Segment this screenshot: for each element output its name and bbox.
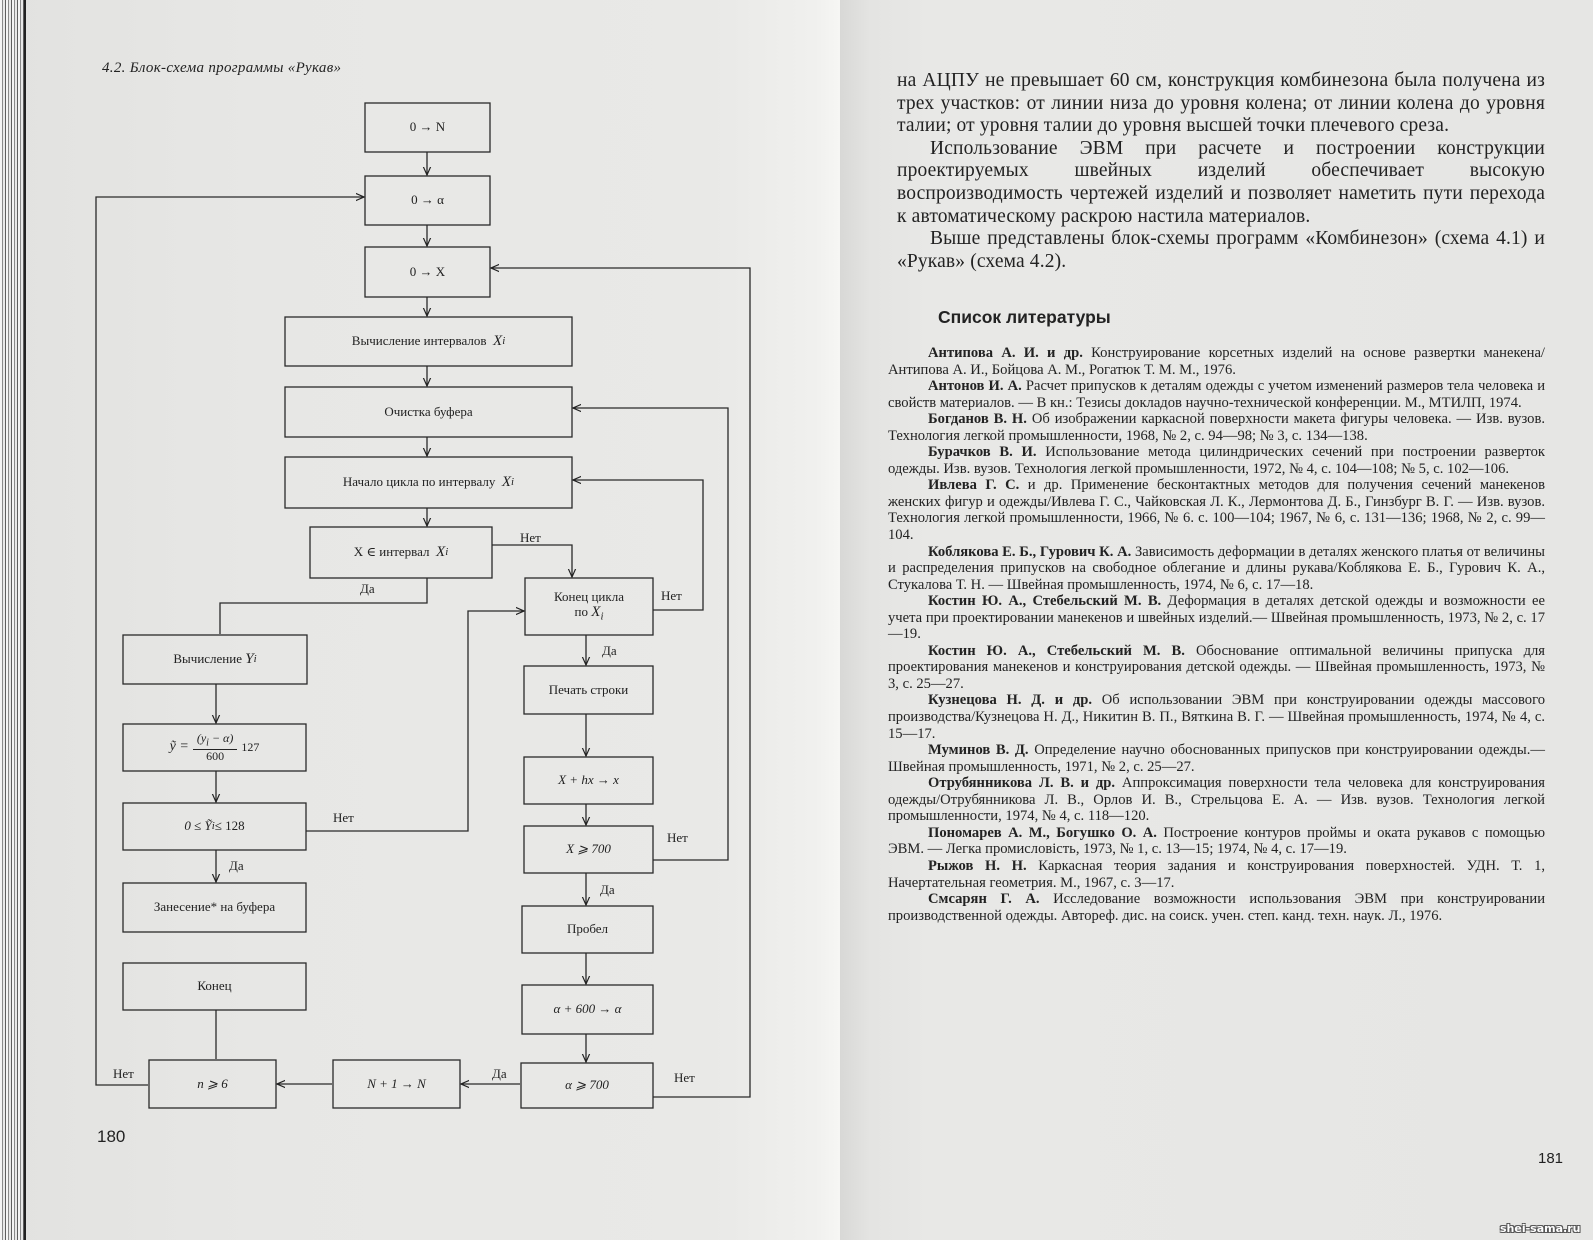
loop-end-sub: i bbox=[600, 611, 604, 624]
label-no-x-check: Нет bbox=[667, 830, 688, 845]
box-loop-start-label bbox=[285, 457, 572, 508]
body-text bbox=[897, 70, 1545, 273]
reference-text: Об изображении каркасной поверхности макета фигуры человека. — Изв. вузов. Технология легкой промышленности, 1968, № 2, с. 94—98; № 3, с. 134—138. bbox=[888, 411, 1545, 444]
formula-factor: 127 bbox=[241, 739, 260, 754]
reference-item bbox=[888, 593, 1545, 643]
calc-y-var: Y bbox=[245, 650, 254, 667]
reference-authors: Костин Ю. А., Стебельский М. В. bbox=[928, 642, 1185, 659]
box-alpha-check-label: α ⩾ 700 bbox=[565, 1077, 609, 1093]
figure-caption: 4.2. Блок-схема программы «Рукав» bbox=[102, 60, 342, 76]
page-number-left: 180 bbox=[97, 1127, 126, 1146]
label-yes-alpha-check: Да bbox=[492, 1066, 507, 1081]
box-n-inc-label: N + 1 → N bbox=[367, 1075, 426, 1091]
box-formula-label bbox=[123, 724, 306, 771]
reference-text: и др. Применение бесконтактных методов для получения сечений манекенов женских фигур и одежды/Ивлева Г. С., Чайковская Л. К., Лермонтова Д. Б., Гинзбург В. Г. — Изв. вузов. Технология легкой промышленности, 1966, № 6. с. 100—104; 1967, № 6, с. 131—136; 1968, № 2, с. 99—104. bbox=[888, 477, 1546, 544]
label-no-in-interval: Нет bbox=[520, 530, 541, 545]
references-title: Список литературы bbox=[938, 307, 1111, 327]
reference-item bbox=[888, 378, 1545, 411]
calc-intervals-text: Вычисление интервалов bbox=[351, 333, 487, 349]
reference-text: Обоснование оптимальной величины припуска для проектирования манекенов и конструирования детской одежды. — Швейная промышленность, 1973, № 3, с. 25—27. bbox=[888, 642, 1545, 692]
reference-text: Каркасная теория задания и конструирования поверхностей. УДН. Т. 1, Начертательная геометрия. М., 1967, с. 3—17. bbox=[888, 857, 1546, 891]
label-yes-loop-end: Да bbox=[602, 643, 617, 658]
range-check-rest: ≤ 128 bbox=[214, 818, 245, 834]
box-init-x-label: 0 → X bbox=[409, 263, 446, 279]
paragraph-1: на АЦПУ не превышает 60 см, конструкция комбинезона была получена из трех участков: от линии низа до уровня колена; от линии колена до уровня талии; от уровня талии до уровня высшей точки плечевого среза. bbox=[897, 70, 1545, 137]
formula-num: (y bbox=[196, 730, 207, 745]
label-no-n-check: Нет bbox=[113, 1066, 134, 1081]
box-x-check-label: X ⩾ 700 bbox=[566, 841, 611, 857]
connector-no-in-interval bbox=[492, 545, 572, 577]
loop-start-var: X bbox=[501, 473, 512, 490]
reference-text: Построение контуров проймы и оката рукавов с помощью ЭВМ. — Легка промисловість, 1973, № 1, с. 13—15; 1974, № 4, с. 17—19. bbox=[888, 824, 1545, 858]
formula-num-sub: i bbox=[206, 737, 209, 749]
calc-intervals-var: X bbox=[493, 332, 503, 349]
paragraph-3: Выше представлены блок-схемы программ «Комбинезон» (схема 4.1) и «Рукав» (схема 4.2). bbox=[897, 228, 1545, 272]
box-init-alpha-label: 0 → α bbox=[411, 192, 444, 208]
reference-item bbox=[888, 692, 1545, 742]
reference-authors: Антипова А. И. и др. bbox=[928, 345, 1083, 361]
reference-authors: Отрубянникова Л. В. и др. bbox=[928, 775, 1116, 792]
reference-item bbox=[888, 444, 1545, 477]
reference-authors: Бурачков В. И. bbox=[928, 444, 1037, 461]
label-yes-in-interval: Да bbox=[360, 581, 375, 596]
box-end-label: Конец bbox=[197, 978, 232, 994]
reference-authors: Богданов В. Н. bbox=[928, 411, 1027, 428]
range-check-sub: i bbox=[211, 820, 215, 833]
calc-y-text: Вычисление bbox=[173, 651, 242, 667]
reference-authors: Смсарян Г. А. bbox=[928, 891, 1040, 908]
reference-item bbox=[888, 742, 1545, 775]
reference-authors: Коблякова Е. Б., Гурович К. А. bbox=[928, 543, 1132, 560]
label-yes-x-check: Да bbox=[600, 882, 615, 897]
references-list bbox=[888, 345, 1545, 924]
reference-item bbox=[888, 858, 1545, 891]
calc-y-sub: i bbox=[253, 653, 257, 666]
page-number-right: 181 bbox=[1538, 1150, 1564, 1167]
label-no-range: Нет bbox=[333, 810, 354, 825]
connector-no-range bbox=[306, 611, 524, 831]
reference-item bbox=[888, 643, 1545, 693]
label-yes-range: Да bbox=[229, 858, 244, 873]
box-calc-y-label bbox=[123, 635, 307, 684]
watermark: shei-sama.ru bbox=[1500, 1222, 1581, 1235]
reference-item bbox=[888, 825, 1545, 858]
box-init-n-label: 0 → N bbox=[409, 119, 446, 135]
formula-lhs: ỹ = bbox=[169, 739, 189, 755]
in-interval-text: X ∈ интервал bbox=[353, 544, 430, 560]
box-write-buffer-label: Занесение* на буфера bbox=[153, 899, 276, 915]
reference-item bbox=[888, 775, 1545, 825]
label-no-alpha-check: Нет bbox=[674, 1070, 695, 1085]
reference-text: Деформация в деталях детской одежды и возможности ее учета при проектировании манекенов и швейных изделий.— Швейная промышленность, 1973, № 2, с. 17—19. bbox=[888, 593, 1546, 643]
loop-end-var: X bbox=[591, 604, 601, 621]
label-no-loop-end: Нет bbox=[661, 588, 682, 603]
reference-text: Конструирование корсетных изделий на основе развертки манекена/Антипова А. И., Бойцова А. М., Рогатюк Т. М. М., 1976. bbox=[888, 345, 1545, 378]
reference-item bbox=[888, 891, 1545, 924]
box-n-check-label: n ⩾ 6 bbox=[197, 1075, 228, 1091]
formula-den: 600 bbox=[206, 748, 225, 763]
box-print-line-label: Печать строки bbox=[548, 681, 629, 697]
reference-text: Определение научно обоснованных припусков при конструировании одежды.— Швейная промышленность, 1971, № 2, с. 25—27. bbox=[888, 742, 1545, 775]
reference-text: Расчет припусков к деталям одежды с учетом изменений размеров тела человека и свойств материалов. — В кн.: Тезисы докладов научно-технической конференции. М., МТИЛП, 1974. bbox=[888, 378, 1546, 411]
reference-item bbox=[888, 544, 1545, 594]
loop-end-line1: Конец цикла bbox=[554, 588, 624, 604]
reference-authors: Кузнецова Н. Д. и др. bbox=[928, 692, 1092, 709]
connector-yes-in-interval bbox=[220, 578, 427, 634]
box-alpha-inc-label: α + 600 → α bbox=[553, 1001, 622, 1017]
box-x-step-label: X + hx → x bbox=[558, 772, 619, 788]
reference-text: Зависимость деформации в деталях женского платья от величины и распределения припусков на свободное облегание и длины рукава/Коблякова Е. Б., Гурович К. А., Стукалова Т. Н. — Швейная промышленность, 1974, № 6, с. 17—18. bbox=[888, 543, 1545, 593]
reference-item bbox=[888, 345, 1545, 378]
box-calc-intervals-label bbox=[285, 317, 572, 366]
reference-item bbox=[888, 477, 1545, 543]
reference-authors: Антонов И. А. bbox=[928, 378, 1022, 395]
range-check-text: 0 ≤ Ỹ bbox=[184, 818, 212, 834]
box-range-check-label bbox=[123, 803, 306, 850]
reference-authors: Пономарев А. М., Богушко О. А. bbox=[928, 824, 1157, 841]
reference-authors: Муминов В. Д. bbox=[928, 742, 1029, 759]
reference-text: Исследование возможности использования ЭВМ при конструировании производственной одежды. Автореф. дис. на соиск. учен. степ. канд. техн. наук. Л., 1976. bbox=[888, 891, 1546, 924]
box-loop-end-label bbox=[525, 578, 653, 635]
reference-authors: Рыжов Н. Н. bbox=[928, 857, 1027, 874]
calc-intervals-sub: i bbox=[502, 335, 506, 348]
in-interval-sub: i bbox=[445, 546, 449, 559]
reference-item bbox=[888, 411, 1545, 444]
loop-end-line2: по bbox=[574, 604, 589, 620]
loop-start-sub: i bbox=[511, 476, 515, 489]
reference-text: Использование метода цилиндрических сечений при построении разверток одежды. Изв. вузов. Технология легкой промышленности, 1972, № 4, с. 104—108; № 5, с. 102—106. bbox=[888, 444, 1545, 477]
reference-authors: Костин Ю. А., Стебельский М. В. bbox=[928, 593, 1162, 610]
reference-text: Об использовании ЭВМ при конструировании одежды массового производства/Кузнецова Н. Д., Никитин В. П., Вяткина В. Г. — Швейная промышленность, 1974, № 4, с. 15—17. bbox=[888, 692, 1545, 742]
reference-text: Аппроксимация поверхности тела человека для конструирования одежды/Отрубянникова Л. В., Орлов И. В., Стрельцова Е. А. — Изв. вузов. Технология легкой промышленности, 1974, № 4, с. 118—120. bbox=[888, 775, 1545, 825]
in-interval-var: X bbox=[436, 543, 446, 560]
paragraph-2: Использование ЭВМ при расчете и построении конструкции проектируемых швейных изделий обеспечивает высокую воспроизводимость чертежей изделий и позволяет наметить пути перехода к автоматическому раскрою настила материалов. bbox=[897, 137, 1545, 227]
loop-start-text: Начало цикла по интервалу bbox=[342, 474, 496, 490]
box-clear-buffer-label: Очистка буфера bbox=[384, 403, 473, 419]
formula-num-rest: − α) bbox=[208, 730, 234, 745]
reference-authors: Ивлева Г. С. bbox=[928, 477, 1020, 494]
box-space-label: Пробел bbox=[566, 921, 609, 937]
box-in-interval-label bbox=[310, 527, 492, 578]
